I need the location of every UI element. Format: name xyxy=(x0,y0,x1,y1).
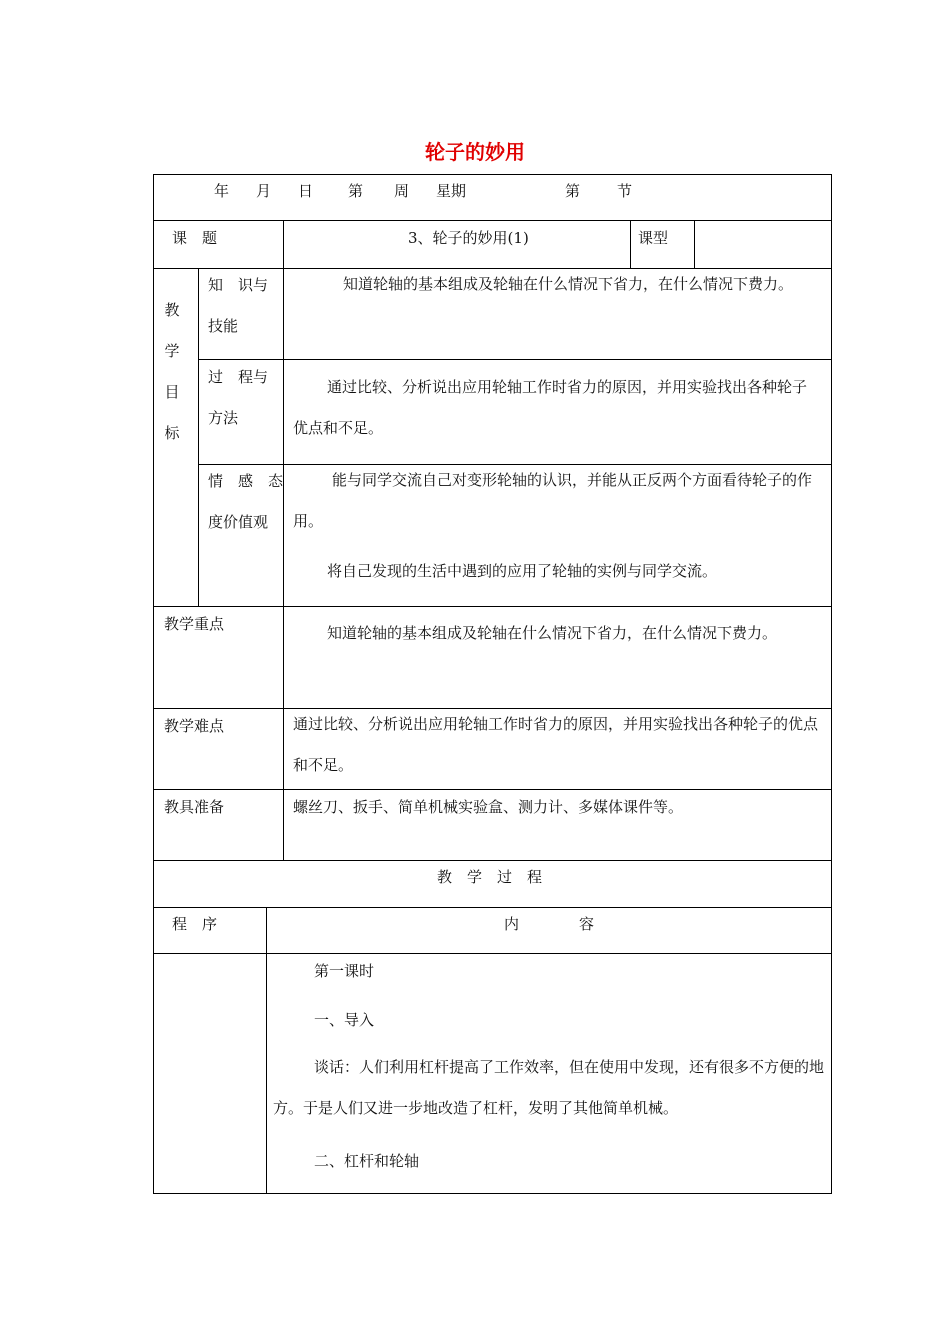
intro-heading: 一、导入 xyxy=(314,1011,375,1029)
lesson-type-label-cell xyxy=(630,220,695,269)
tools-label: 教具准备 xyxy=(164,798,225,816)
lesson-type-value-cell xyxy=(694,220,832,269)
process-section-header xyxy=(153,860,832,908)
difficulty-label-cell xyxy=(153,708,284,790)
goals-side-char: 教 xyxy=(164,301,180,319)
goals-side-char: 学 xyxy=(164,342,180,360)
difficulty-text-cell xyxy=(283,708,832,790)
knowledge-text: 知道轮轴的基本组成及轮轴在什么情况下省力，在什么情况下费力。 xyxy=(343,275,794,293)
goals-side-char: 标 xyxy=(164,424,180,442)
emotion-text-2: 将自己发现的生活中遇到的应用了轮轴的实例与同学交流。 xyxy=(327,562,718,580)
date-year-label: 年 xyxy=(214,182,230,200)
step-column-header: 程 序 xyxy=(172,915,218,933)
step-body-cell xyxy=(153,953,267,1194)
document-title: 轮子的妙用 xyxy=(425,140,525,164)
content-column-header-cell xyxy=(266,907,832,954)
process-label-line2: 方法 xyxy=(208,409,239,427)
difficulty-text: 通过比较、分析说出应用轮轴工作时省力的原因，并用实验找出各种轮子的优点和不足。 xyxy=(293,715,819,774)
lesson-type-label: 课型 xyxy=(638,229,669,247)
key-point-text: 知道轮轴的基本组成及轮轴在什么情况下省力，在什么情况下费力。 xyxy=(327,624,778,642)
knowledge-label-cell xyxy=(198,268,284,360)
lesson-label-cell xyxy=(153,220,284,269)
tools-text-cell xyxy=(283,789,832,861)
weekday-label: 星期 xyxy=(436,182,467,200)
date-day-label: 日 xyxy=(298,182,314,200)
key-point-label: 教学重点 xyxy=(164,615,225,633)
knowledge-text-cell xyxy=(283,268,832,360)
tools-text: 螺丝刀、扳手、简单机械实验盒、测力计、多媒体课件等。 xyxy=(293,798,684,816)
lesson-period-line: 第一课时 xyxy=(314,962,375,980)
week-label: 周 xyxy=(394,182,410,200)
intro-dialogue: 谈话：人们利用杠杆提高了工作效率，但在使用中发现，还有很多不方便的地方。于是人们又进一步地改造了杠杆，发明了其他简单机械。 xyxy=(273,1058,825,1117)
process-section-title: 教 学 过 程 xyxy=(437,868,543,886)
difficulty-label: 教学难点 xyxy=(164,717,225,735)
emotion-text-cell xyxy=(283,464,832,607)
knowledge-label-line2: 技能 xyxy=(208,317,239,335)
key-point-text-cell xyxy=(283,606,832,709)
lever-axle-heading: 二、杠杆和轮轴 xyxy=(314,1152,420,1170)
week-number-prefix: 第 xyxy=(348,182,364,200)
key-point-label-cell xyxy=(153,606,284,709)
emotion-label-line1: 情 感 态 xyxy=(208,472,284,490)
period-label: 节 xyxy=(617,182,633,200)
process-label-cell xyxy=(198,359,284,465)
lesson-label: 课 题 xyxy=(172,229,218,247)
step-column-header-cell xyxy=(153,907,267,954)
process-text: 通过比较、分析说出应用轮轴工作时省力的原因，并用实验找出各种轮子优点和不足。 xyxy=(293,378,808,437)
goals-side-cell xyxy=(153,268,199,607)
date-row xyxy=(153,174,832,221)
emotion-label-cell xyxy=(198,464,284,607)
content-column-header: 内 容 xyxy=(504,915,595,933)
content-body-cell xyxy=(266,953,832,1194)
date-month-label: 月 xyxy=(256,182,272,200)
knowledge-label-line1: 知 识与 xyxy=(208,276,269,294)
lesson-name-cell xyxy=(283,220,631,269)
goals-side-char: 目 xyxy=(164,383,180,401)
emotion-text-1: 能与同学交流自己对变形轮轴的认识，并能从正反两个方面看待轮子的作用。 xyxy=(293,471,813,530)
lesson-name: 3、轮子的妙用(1) xyxy=(408,229,529,247)
tools-label-cell xyxy=(153,789,284,861)
process-label-line1: 过 程与 xyxy=(208,368,269,386)
period-number-prefix: 第 xyxy=(565,182,581,200)
emotion-label-line2: 度价值观 xyxy=(208,513,269,531)
process-text-cell xyxy=(283,359,832,465)
